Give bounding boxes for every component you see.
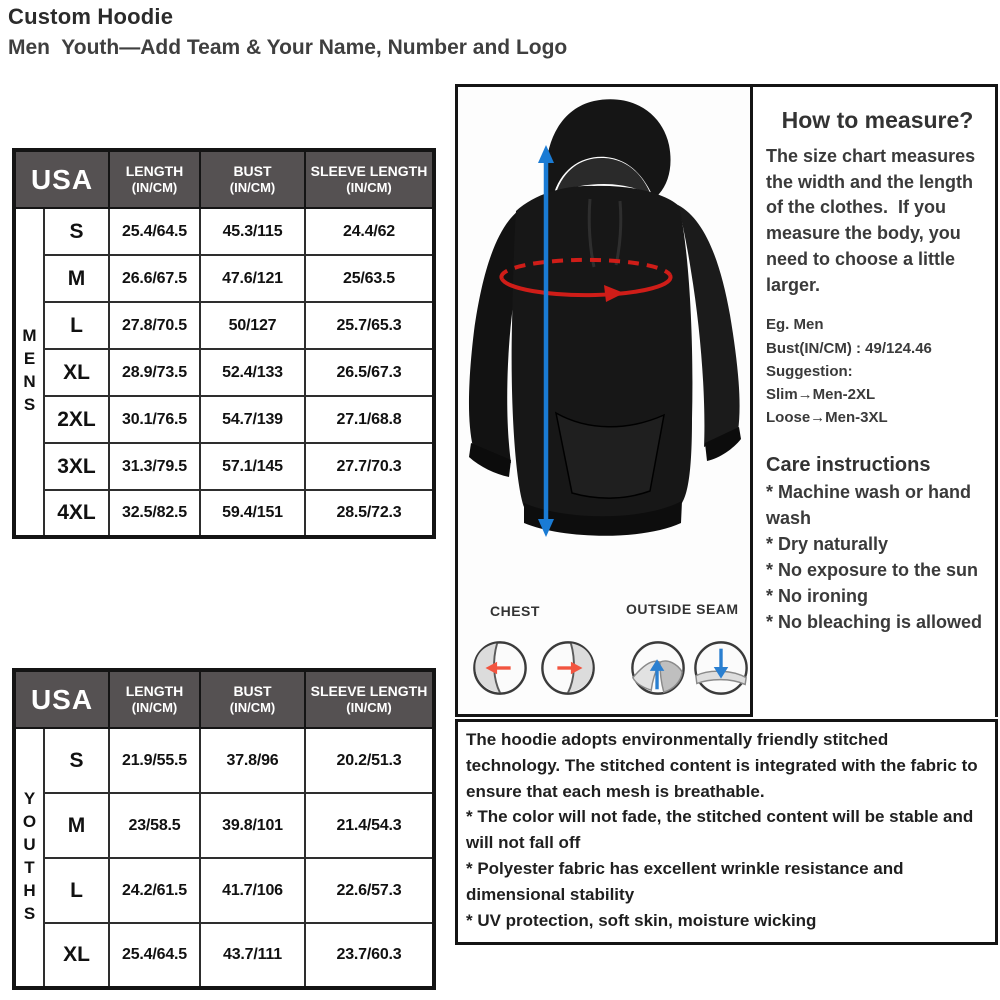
column-header-bust [200,150,305,208]
example-line: Loose→Men-3XL [766,409,888,427]
care-item: * Dry naturally [766,533,889,554]
column-header-usa: USA [14,670,109,728]
hoodie-measure-panel [455,84,753,717]
size-label: XL [44,923,109,988]
table-row [14,793,434,858]
group-label-mens: MENS [14,208,44,537]
chest-label: CHEST [490,603,540,619]
seam-arrow-up-icon [629,639,687,697]
how-to-measure-body: The size chart measures the width and the length of the clothes. If you measure the body, you need to choose a little larger. [766,146,981,295]
sleeve-value: 27.1/68.8 [305,396,434,443]
table-row [14,302,434,349]
care-item: * No ironing [766,586,868,607]
sleeve-value: 21.4/54.3 [305,793,434,858]
bust-value: 39.8/101 [200,793,305,858]
length-value: 27.8/70.5 [109,302,200,349]
length-value: 32.5/82.5 [109,490,200,537]
column-unit: (IN/CM) [229,180,276,196]
example-line: Eg. Men [766,316,824,334]
length-value: 25.4/64.5 [109,923,200,988]
table-row [14,208,434,255]
size-label: 4XL [44,490,109,537]
bust-value: 41.7/106 [200,858,305,923]
care-instructions-heading: Care instructions [766,453,931,476]
sleeve-value: 25.7/65.3 [305,302,434,349]
length-value: 21.9/55.5 [109,728,200,793]
size-label: M [44,255,109,302]
group-label-youths: YOUTHS [14,728,44,988]
column-header-length [109,150,200,208]
hoodie-graphic [469,99,741,536]
size-label: L [44,858,109,923]
column-label: SLEEVE LENGTH [310,162,428,179]
how-to-measure-panel [753,84,998,717]
size-label: 3XL [44,443,109,490]
length-value: 26.6/67.5 [109,255,200,302]
bust-value: 43.7/111 [200,923,305,988]
column-label: SLEEVE LENGTH [310,682,428,699]
care-instructions-list [766,479,989,636]
bust-value: 47.6/121 [200,255,305,302]
bust-value: 54.7/139 [200,396,305,443]
bust-value: 37.8/96 [200,728,305,793]
column-unit: (IN/CM) [346,700,392,716]
care-item: * Machine wash or hand wash [766,481,972,528]
size-label: L [44,302,109,349]
table-row [14,255,434,302]
example-line: Bust(IN/CM) : 49/124.46 [766,339,932,357]
size-label: M [44,793,109,858]
youths-size-table [12,668,436,990]
product-note-bullet: * UV protection, soft skin, moisture wicking [466,910,817,930]
sleeve-value: 27.7/70.3 [305,443,434,490]
chest-arrow-left-icon [471,639,529,697]
size-label: XL [44,349,109,396]
care-item: * No exposure to the sun [766,559,979,580]
table-row [14,858,434,923]
column-header-sleeve [305,670,434,728]
seam-arrow-down-icon [692,639,750,697]
product-notes-box [455,719,998,945]
hoodie-photo [458,89,750,589]
outside-seam-label: OUTSIDE SEAM [626,601,739,617]
table-row [14,728,434,793]
length-value: 24.2/61.5 [109,858,200,923]
table-row [14,443,434,490]
column-unit: (IN/CM) [131,700,178,716]
length-value: 30.1/76.5 [109,396,200,443]
sleeve-value: 24.4/62 [305,208,434,255]
product-note-bullet: * The color will not fade, the stitched content will be stable and will not fall off [466,807,974,853]
bust-value: 57.1/145 [200,443,305,490]
bust-value: 45.3/115 [200,208,305,255]
table-row [14,396,434,443]
mens-size-table [12,148,436,539]
table-row [14,923,434,988]
sleeve-value: 22.6/57.3 [305,858,434,923]
size-label: S [44,208,109,255]
column-label: BUST [233,682,272,699]
length-value: 28.9/73.5 [109,349,200,396]
sleeve-value: 20.2/51.3 [305,728,434,793]
column-header-usa: USA [14,150,109,208]
product-notes-intro: The hoodie adopts environmentally friendly stitched technology. The stitched content is integrated with the fabric to ensure that each mesh is breathable. [466,730,978,801]
table-header-row [14,150,434,208]
sleeve-value: 25/63.5 [305,255,434,302]
table-header-row [14,670,434,728]
page-subtitle: Men Youth—Add Team & Your Name, Number and Logo [8,36,568,59]
column-header-bust [200,670,305,728]
column-label: BUST [233,162,272,179]
example-line: Slim→Men-2XL [766,386,876,404]
column-header-length [109,670,200,728]
table-row [14,349,434,396]
column-label: LENGTH [125,162,184,179]
column-unit: (IN/CM) [229,700,276,716]
column-label: LENGTH [125,682,184,699]
product-note-bullet: * Polyester fabric has excellent wrinkle resistance and dimensional stability [466,859,904,904]
length-value: 23/58.5 [109,793,200,858]
length-value: 31.3/79.5 [109,443,200,490]
size-label: S [44,728,109,793]
sleeve-value: 23.7/60.3 [305,923,434,988]
example-line: Suggestion: [766,362,853,380]
chest-arrow-right-icon [539,639,597,697]
bust-value: 59.4/151 [200,490,305,537]
length-value: 25.4/64.5 [109,208,200,255]
sizing-example [766,313,989,429]
sleeve-value: 28.5/72.3 [305,490,434,537]
column-unit: (IN/CM) [346,180,392,196]
care-item: * No bleaching is allowed [766,612,983,633]
page-title: Custom Hoodie [8,4,174,29]
sleeve-value: 26.5/67.3 [305,349,434,396]
how-to-measure-heading: How to measure? [781,107,974,133]
bust-value: 50/127 [200,302,305,349]
bust-value: 52.4/133 [200,349,305,396]
table-row [14,490,434,537]
column-header-sleeve [305,150,434,208]
column-unit: (IN/CM) [131,180,178,196]
size-label: 2XL [44,396,109,443]
